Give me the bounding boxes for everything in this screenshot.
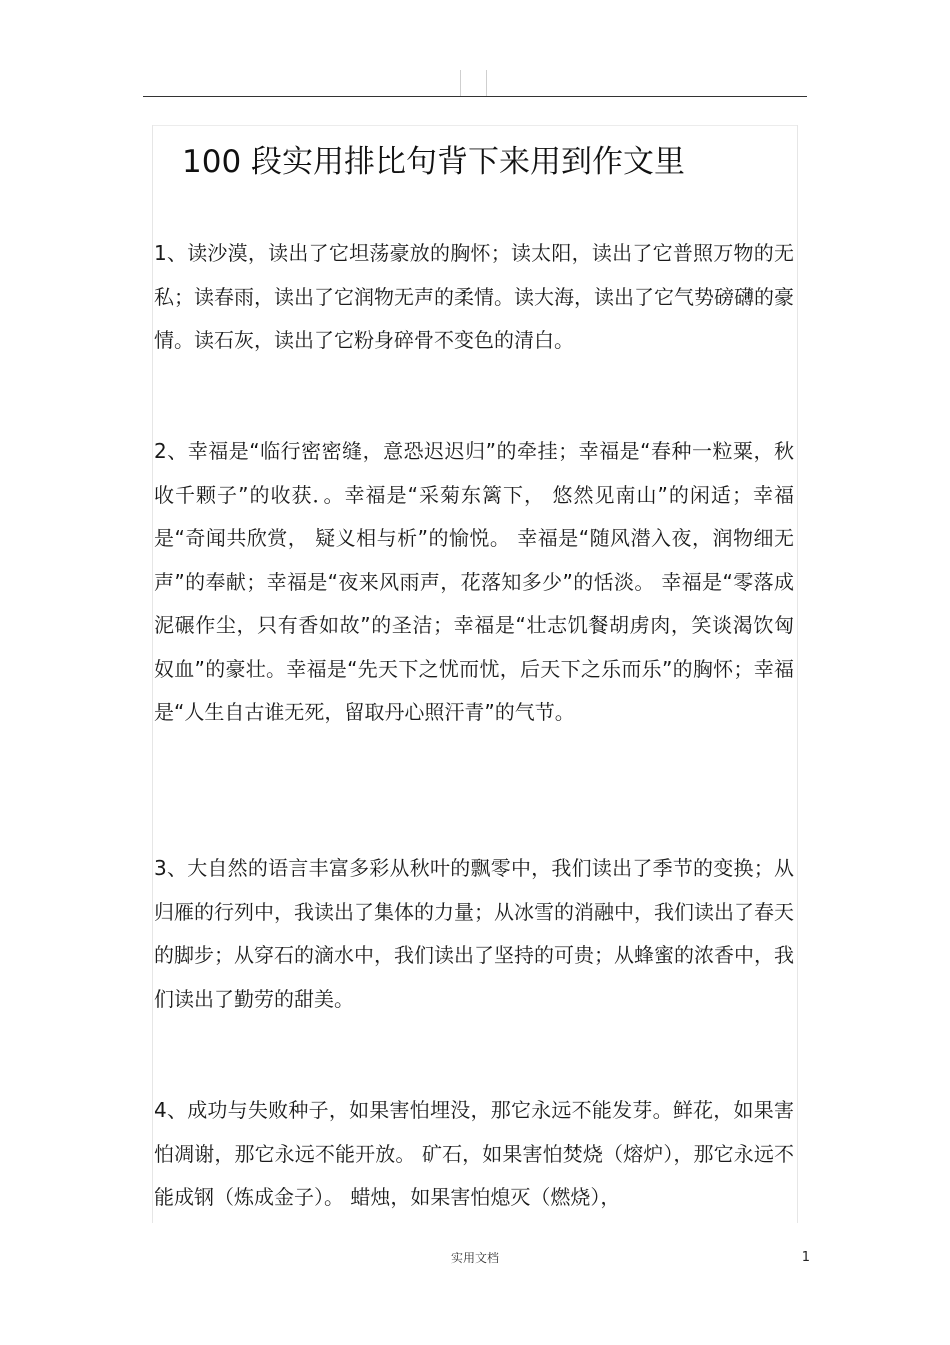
- paragraph-1: 1、读沙漠，读出了它坦荡豪放的胸怀；读太阳，读出了它普照万物的无私；读春雨，读出了它润物无声的柔情。读大海，读出了它气势磅礴的豪情。读石灰，读出了它粉身碎骨不变色的清白。: [154, 241, 794, 352]
- page-frame-top: [152, 125, 797, 126]
- paragraph-4: 4、成功与失败种子，如果害怕埋没，那它永远不能发芽。鲜花，如果害怕凋谢，那它永远不能开放。 矿石，如果害怕焚烧（熔炉），那它永远不能成钢（炼成金子）。 蜡烛，如果害怕熄灭（燃烧），: [154, 1098, 794, 1209]
- paragraph-2: 2、幸福是“临行密密缝，意恐迟迟归”的牵挂；幸福是“春种一粒粟，秋收千颗子”的收获．。幸福是“采菊东篱下， 悠然见南山”的闲适；幸福是“奇闻共欣赏， 疑义相与析”的愉悦。 幸福是“随风潜入夜，润物细无声”的奉献；幸福是“夜来风雨声，花落知多少”的恬淡。 幸福是“零落成泥碾作尘，只有香如故”的圣洁；幸福是“壮志饥餐胡虏肉，笑谈渴饮匈奴血”的豪壮。幸福是“先天下之忧而忧，后天下之乐而乐”的胸怀；幸福是“人生自古谁无死，留取丹心照汗青”的气节。: [154, 439, 794, 724]
- footer-label: 实用文档: [450, 1251, 499, 1265]
- paragraph-3: 3、大自然的语言丰富多彩从秋叶的飘零中，我们读出了季节的变换；从归雁的行列中，我读出了集体的力量；从冰雪的消融中，我们读出了春天的脚步；从穿石的滴水中，我们读出了坚持的可贵；从蜂蜜的浓香中，我们读出了勤劳的甜美。: [154, 856, 794, 1011]
- header-tick-left: [460, 70, 461, 96]
- page-number: 1: [801, 1250, 810, 1265]
- header-rule: [143, 96, 807, 97]
- page-frame-left: [152, 125, 153, 1223]
- page-frame-right: [797, 125, 798, 1223]
- document-title: 100 段实用排比句背下来用到作文里: [182, 144, 686, 180]
- header-tick-right: [486, 70, 487, 96]
